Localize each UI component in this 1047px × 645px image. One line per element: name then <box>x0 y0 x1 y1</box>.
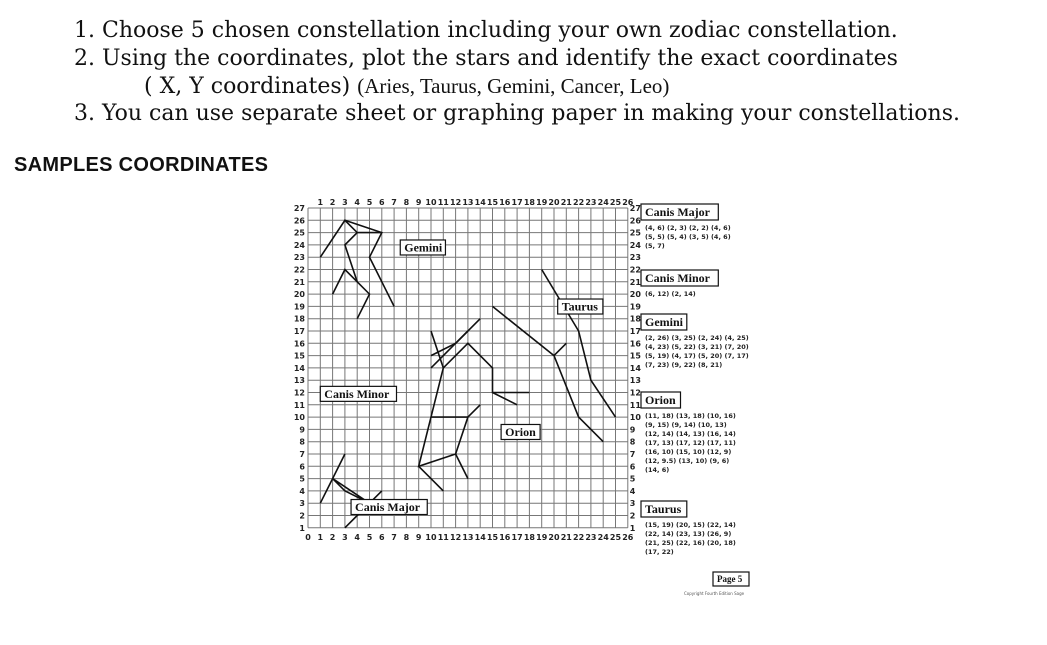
y-tick-label-right: 18 <box>629 314 641 324</box>
y-tick-label-left: 5 <box>299 474 305 484</box>
y-tick-label-right: 25 <box>629 228 641 238</box>
x-tick-label-top: 19 <box>536 198 548 207</box>
sidebar-canis-major-coords: (5, 7) <box>645 242 665 250</box>
y-tick-label-right: 19 <box>629 302 641 312</box>
y-tick-label-right: 10 <box>629 413 641 423</box>
x-tick-label-bottom: 22 <box>573 532 585 542</box>
x-tick-label-top: 25 <box>609 198 622 207</box>
y-tick-label-right: 15 <box>629 351 641 361</box>
y-tick-label-left: 4 <box>299 486 305 496</box>
x-tick-label-top: 9 <box>415 198 422 207</box>
x-tick-label-bottom: 5 <box>366 532 373 542</box>
x-tick-label-bottom: 2 <box>329 532 336 542</box>
x-tick-label-bottom: 26 <box>622 532 634 542</box>
x-tick-label-top: 22 <box>573 198 585 207</box>
x-tick-label-bottom: 23 <box>585 532 597 542</box>
y-tick-label-left: 23 <box>293 253 305 263</box>
y-tick-label-right: 11 <box>629 400 641 410</box>
y-tick-label-left: 9 <box>299 425 305 435</box>
y-tick-label-left: 17 <box>293 327 305 336</box>
sidebar-orion-coords: (14, 6) <box>645 466 670 474</box>
sidebar-orion-coords: (12, 14) (14, 13) (16, 14) <box>645 430 736 438</box>
x-tick-label-bottom: 8 <box>403 532 410 542</box>
sidebar-orion-coords: (16, 10) (15, 10) (12, 9) <box>645 448 732 456</box>
y-tick-label-right: 5 <box>629 474 636 484</box>
x-tick-label-top: 4 <box>354 198 360 207</box>
sidebar-canis-major-coords: (4, 6) (2, 3) (2, 2) (4, 6) <box>645 224 731 232</box>
canis-major-label: Canis Major <box>355 500 421 515</box>
y-tick-label-right: 24 <box>629 240 641 250</box>
y-tick-label-left: 6 <box>299 462 305 472</box>
gemini-label: Gemini <box>404 240 443 255</box>
x-tick-label-top: 12 <box>450 198 462 207</box>
y-tick-label-right: 3 <box>629 499 636 509</box>
x-tick-label-top: 20 <box>548 198 560 207</box>
y-tick-label-left: 20 <box>293 290 305 300</box>
x-tick-label-top: 6 <box>379 198 385 207</box>
y-tick-label-left: 22 <box>293 265 305 275</box>
x-tick-label-bottom: 24 <box>597 532 609 542</box>
y-tick-label-right: 16 <box>629 339 641 349</box>
y-tick-label-left: 13 <box>293 376 305 386</box>
x-tick-label-bottom: 6 <box>379 532 385 542</box>
sidebar-canis-major-coords: (5, 5) (5, 4) (3, 5) (4, 6) <box>645 233 731 241</box>
sidebar-gemini-coords: (2, 26) (3, 25) (2, 24) (4, 25) <box>645 334 749 342</box>
x-tick-label-bottom: 12 <box>450 532 462 542</box>
canis-minor-label: Canis Minor <box>324 386 390 401</box>
x-tick-label-bottom: 1 <box>317 532 324 542</box>
x-tick-label-bottom: 16 <box>499 532 511 542</box>
x-tick-label-top: 1 <box>317 198 324 207</box>
x-tick-label-top: 8 <box>403 198 410 207</box>
footer-text: Copyright Fourth Edition Sage <box>684 591 745 596</box>
x-tick-label-top: 14 <box>474 198 486 207</box>
x-tick-label-bottom: 19 <box>536 532 548 542</box>
x-tick-label-bottom: 21 <box>560 532 572 542</box>
sidebar-orion-title: Orion <box>645 393 676 407</box>
y-tick-label-left: 2 <box>299 511 305 521</box>
y-tick-label-right: 12 <box>629 388 641 398</box>
instruction-item-2-cont <box>144 74 669 99</box>
x-tick-label-top: 7 <box>391 198 397 207</box>
x-tick-label-bottom: 15 <box>486 532 499 542</box>
y-tick-label-left: 10 <box>293 413 305 423</box>
sidebar-canis-minor-coords: (6, 12) (2, 14) <box>645 290 696 298</box>
y-tick-label-left: 19 <box>293 302 305 312</box>
sidebar-gemini-coords: (4, 23) (5, 22) (3, 21) (7, 20) <box>645 343 749 351</box>
y-tick-label-left: 25 <box>293 228 305 238</box>
y-tick-label-right: 8 <box>629 437 636 447</box>
x-tick-label-bottom: 7 <box>391 532 397 542</box>
x-tick-label-bottom: 9 <box>415 532 422 542</box>
y-tick-label-right: 17 <box>629 327 641 336</box>
constellation-labels <box>320 240 603 515</box>
y-tick-label-left: 24 <box>293 240 305 250</box>
x-tick-label-top: 18 <box>523 198 535 207</box>
x-tick-label-top: 3 <box>342 198 348 207</box>
y-tick-label-left: 16 <box>293 339 305 349</box>
x-tick-label-bottom: 20 <box>548 532 560 542</box>
sidebar-taurus-coords: (17, 22) <box>645 548 674 556</box>
y-tick-label-right: 22 <box>629 265 641 275</box>
y-tick-label-left: 12 <box>293 388 305 398</box>
x-tick-label-top: 11 <box>437 198 449 207</box>
taurus-label: Taurus <box>561 299 598 314</box>
taurus-line <box>493 306 604 441</box>
instruction-item-1: 1. Choose 5 chosen constellation including your own zodiac constellation. <box>74 18 898 43</box>
y-tick-label-right: 2 <box>629 511 636 521</box>
orion-label: Orion <box>505 424 536 439</box>
y-tick-label-left: 26 <box>293 216 305 226</box>
x-tick-label-bottom: 10 <box>425 532 437 542</box>
instruction-item-3: 3. You can use separate sheet or graphing paper in making your constellations. <box>74 101 961 126</box>
sidebar-taurus-coords: (15, 19) (20, 15) (22, 14) <box>645 521 736 529</box>
y-tick-label-right: 1 <box>629 523 636 533</box>
sidebar-canis-minor-title: Canis Minor <box>645 271 711 285</box>
instruction-item-2: 2. Using the coordinates, plot the stars and identify the exact coordinates <box>74 46 898 71</box>
x-tick-label-top: 24 <box>597 198 609 207</box>
x-tick-label-bottom: 11 <box>437 532 449 542</box>
y-tick-label-right: 7 <box>629 450 636 459</box>
x-tick-label-bottom: 3 <box>342 532 348 542</box>
y-tick-label-left: 3 <box>299 499 305 509</box>
page-label: Page 5 <box>717 574 743 584</box>
coordinate-sidebar <box>641 204 749 596</box>
x-tick-label-top: 2 <box>329 198 336 207</box>
y-tick-label-left: 18 <box>293 314 305 324</box>
instruction-item-2-coords: ( X, Y coordinates) <box>144 74 351 99</box>
x-tick-label-top: 21 <box>560 198 572 207</box>
x-tick-label-top: 26 <box>622 198 634 207</box>
sidebar-taurus-title: Taurus <box>645 502 682 516</box>
y-tick-label-left: 14 <box>293 363 305 373</box>
y-tick-label-left: 27 <box>293 204 305 213</box>
y-tick-label-left: 7 <box>299 450 305 459</box>
y-tick-label-right: 21 <box>629 277 641 287</box>
y-tick-label-right: 27 <box>629 204 641 213</box>
x-tick-label-bottom: 14 <box>474 532 486 542</box>
taurus-line <box>554 343 566 355</box>
x-tick-label-top: 17 <box>511 198 523 207</box>
x-tick-label-top: 23 <box>585 198 597 207</box>
sidebar-gemini-coords: (7, 23) (9, 22) (8, 21) <box>645 361 723 369</box>
x-tick-label-top: 10 <box>425 198 437 207</box>
constellation-figure <box>286 196 756 606</box>
sidebar-orion-coords: (12, 9.5) (13, 10) (9, 6) <box>645 457 730 465</box>
x-tick-label-bottom: 17 <box>511 532 523 542</box>
y-tick-label-left: 21 <box>293 277 305 287</box>
x-tick-label-bottom: 0 <box>305 532 311 542</box>
y-tick-label-right: 14 <box>629 363 641 373</box>
sidebar-gemini-coords: (5, 19) (4, 17) (5, 20) (7, 17) <box>645 352 749 360</box>
y-tick-label-right: 4 <box>629 486 636 496</box>
x-tick-label-bottom: 18 <box>523 532 535 542</box>
x-tick-label-top: 13 <box>462 198 474 207</box>
x-tick-label-bottom: 13 <box>462 532 474 542</box>
y-tick-label-right: 9 <box>629 425 636 435</box>
sidebar-taurus-coords: (21, 25) (22, 16) (20, 18) <box>645 539 736 547</box>
x-tick-label-top: 16 <box>499 198 511 207</box>
sidebar-taurus-coords: (22, 14) (23, 13) (26, 9) <box>645 530 732 538</box>
instruction-item-2-names: (Aries, Taurus, Gemini, Cancer, Leo) <box>357 74 670 98</box>
y-tick-label-left: 11 <box>293 400 305 410</box>
y-tick-label-left: 15 <box>293 351 305 361</box>
sidebar-gemini-title: Gemini <box>645 315 683 329</box>
y-tick-label-right: 23 <box>629 253 641 263</box>
sidebar-orion-coords: (9, 15) (9, 14) (10, 13) <box>645 421 727 429</box>
y-tick-label-right: 20 <box>629 290 641 300</box>
section-heading: SAMPLES COORDINATES <box>14 154 269 176</box>
y-tick-label-right: 13 <box>629 376 641 386</box>
x-tick-label-top: 15 <box>486 198 499 207</box>
y-tick-label-left: 8 <box>299 437 305 447</box>
sidebar-orion-coords: (17, 13) (17, 12) (17, 11) <box>645 439 736 447</box>
y-tick-label-right: 6 <box>629 462 636 472</box>
x-tick-label-top: 5 <box>366 198 373 207</box>
x-tick-label-bottom: 25 <box>609 532 622 542</box>
y-tick-label-left: 1 <box>299 523 305 533</box>
x-tick-label-bottom: 4 <box>354 532 360 542</box>
y-tick-label-right: 26 <box>629 216 641 226</box>
sidebar-orion-coords: (11, 18) (13, 18) (10, 16) <box>645 412 736 420</box>
sidebar-canis-major-title: Canis Major <box>645 205 710 219</box>
